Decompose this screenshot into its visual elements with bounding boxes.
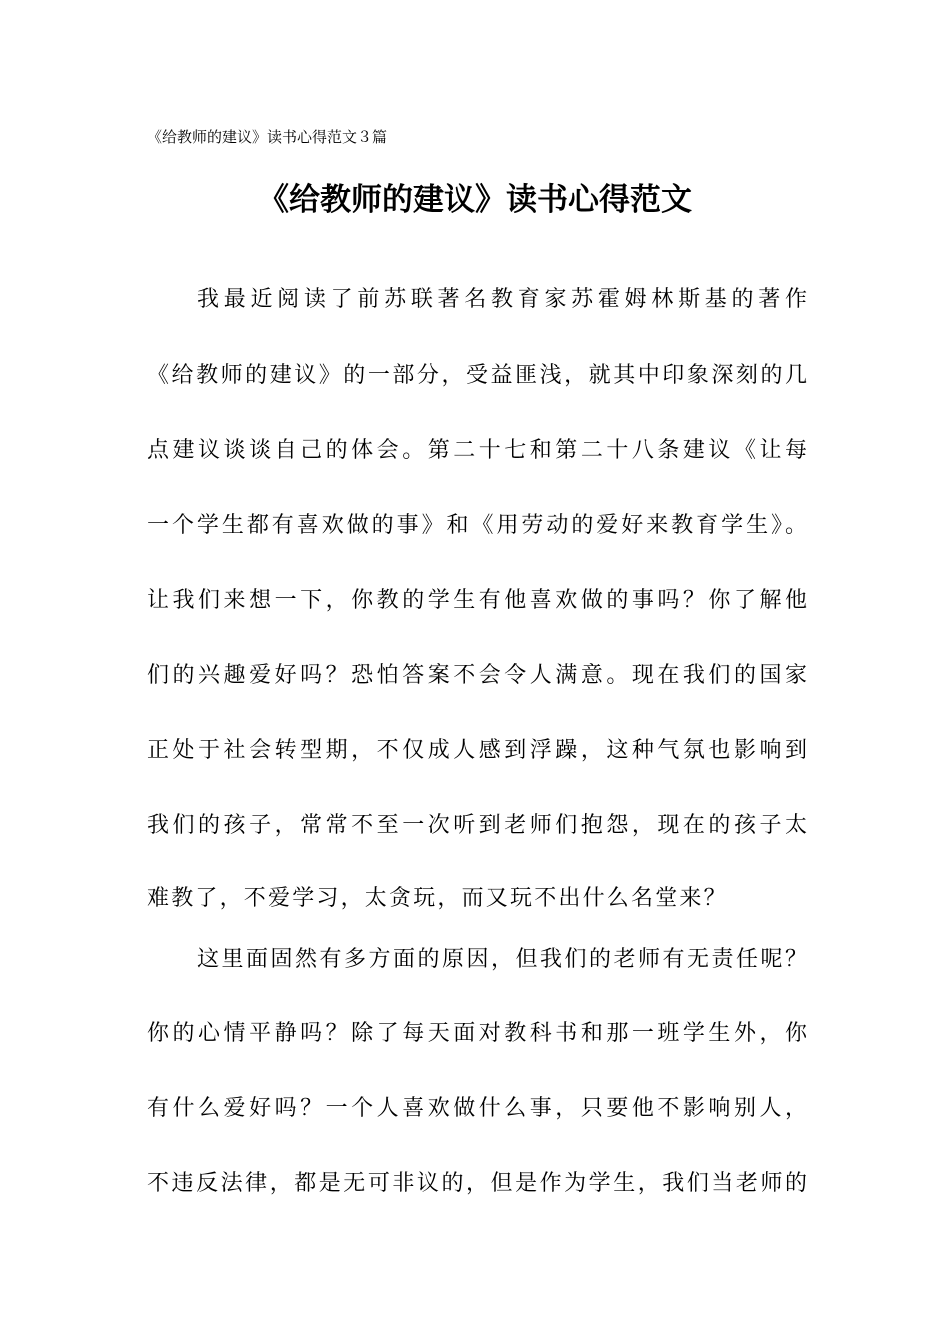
paragraph-1-line-3: 点建议谈谈自己的体会。第二十七和第二十八条建议《让每 xyxy=(147,438,807,463)
paragraph-1-line-4: 一个学生都有喜欢做的事》和《用劳动的爱好来教育学生》。 xyxy=(147,513,807,538)
paragraph-1-line-9: 难教了，不爱学习，太贪玩，而又玩不出什么名堂来？ xyxy=(147,886,728,911)
paragraph-1-line-1: 我最近阅读了前苏联著名教育家苏霍姆林斯基的著作 xyxy=(197,287,807,312)
document-title: 《给教师的建议》读书心得范文 xyxy=(258,182,692,218)
paragraph-2-line-2: 你的心情平静吗？除了每天面对教科书和那一班学生外，你 xyxy=(147,1021,807,1046)
paragraph-1-line-2: 《给教师的建议》的一部分，受益匪浅，就其中印象深刻的几 xyxy=(147,363,807,388)
paragraph-2-line-4: 不违反法律，都是无可非议的，但是作为学生，我们当老师的 xyxy=(147,1171,807,1196)
paragraph-1-line-8: 我们的孩子，常常不至一次听到老师们抱怨，现在的孩子太 xyxy=(147,813,807,838)
paragraph-2-line-1: 这里面固然有多方面的原因，但我们的老师有无责任呢？ xyxy=(197,947,807,972)
paragraph-2-line-3: 有什么爱好吗？一个人喜欢做什么事，只要他不影响别人， xyxy=(147,1096,807,1121)
paragraph-1-line-6: 们的兴趣爱好吗？恐怕答案不会令人满意。现在我们的国家 xyxy=(147,663,807,688)
paragraph-1-line-7: 正处于社会转型期，不仅成人感到浮躁，这种气氛也影响到 xyxy=(147,738,807,763)
document-header-note: 《给教师的建议》读书心得范文３篇 xyxy=(147,128,388,146)
paragraph-1-line-5: 让我们来想一下，你教的学生有他喜欢做的事吗？你了解他 xyxy=(147,588,807,613)
